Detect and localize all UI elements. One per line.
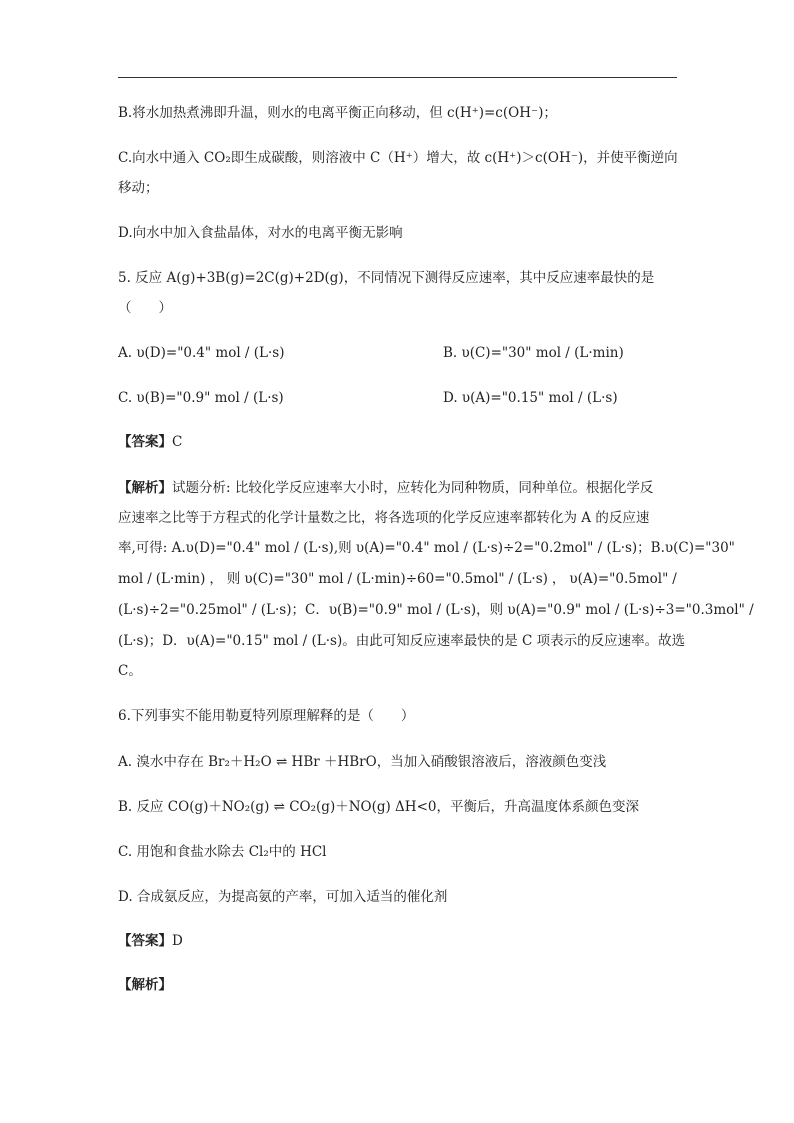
answer-6-value: D [172,933,183,949]
q5-option-a: A. υ(D)="0.4" mol / (L·s) [118,345,285,361]
q5-option-b: B. υ(C)="30" mol / (L·min) [443,345,624,361]
exp4-token: (L·s) [517,571,548,587]
answer-5-value: C [172,434,183,450]
explanation-line-7: C。 [118,663,142,679]
question-5-paren: （ ） [118,300,172,316]
explanation-line-1 [118,478,653,498]
explanation-text-1: 试题分析: 比较化学反应速率大小时，应转化为同种物质，同种单位。根据化学反 [172,480,654,496]
exp4-token: mol [118,571,144,587]
header-rule [118,77,677,78]
option-d-line: D.向水中加入食盐晶体，对水的电离平衡无影响 [118,225,403,241]
exp4-token: υ(A)="0.5mol" [569,571,669,587]
q5-option-d: D. υ(A)="0.15" mol / (L·s) [443,390,618,406]
explanation-line-2: 应速率之比等于方程式的化学计量数之比，将各选项的化学反应速率都转化为 A 的反应速 [118,510,650,526]
exp4-token: ， [551,571,566,587]
explanation-line-3: 率,可得: A.υ(D)="0.4" mol / (L·s),则 υ(A)="0.4" mol / (L·s)÷2="0.2mol" / (L·s)；B.υ(C)="30" [118,540,735,556]
question-6-option-a: A. 溴水中存在 Br₂＋H₂O ⇌ HBr ＋HBrO，当加入硝酸银溶液后，溶液颜色变浅 [118,754,607,770]
question-6-option-c: C. 用饱和食盐水除去 Cl₂中的 HCl [118,844,327,860]
option-c-line-2: 移动； [118,180,159,196]
option-b-line: B.将水加热煮沸即升温，则水的电离平衡正向移动，但 c(H⁺)=c(OH⁻)； [118,105,557,121]
answer-6-label: 【答案】 [118,933,172,949]
exp4-token: / [508,571,514,587]
question-5-options-row-2 [118,388,618,408]
option-c-line-1: C.向水中通入 CO₂即生成碳酸，则溶液中 C（H⁺）增大，故 c(H⁺)＞c(OH⁻)，并使平衡逆向 [118,150,678,166]
question-5-options-row-1 [118,343,624,363]
explanation-6-label: 【解析】 [118,977,172,993]
exp4-token: / [347,571,353,587]
question-6-option-d: D. 合成氨反应，为提高氨的产率，可加入适当的催化剂 [118,889,448,905]
explanation-line-4 [118,569,677,589]
question-6-stem: 6.下列事实不能用勒夏特列原理解释的是（ ） [118,708,415,724]
exp4-token: υ(C)="30" [244,571,315,587]
exp4-token: / [672,571,677,587]
exp4-token: / [147,571,152,587]
explanation-line-5: (L·s)÷2="0.25mol" / (L·s)；C．υ(B)="0.9" mol / (L·s)，则 υ(A)="0.9" mol / (L·s)÷3="0.3mol" / [118,602,754,618]
answer-5-label: 【答案】 [118,434,172,450]
explanation-line-6: (L·s)；D．υ(A)="0.15" mol / (L·s)。由此可知反应速率最快的是 C 项表示的反应速率。故选 [118,633,686,649]
question-6-option-b: B. 反应 CO(g)＋NO₂(g) ⇌ CO₂(g)＋NO(g) ΔH<0，平衡后，升高温度体系颜色变深 [118,799,639,815]
answer-5 [118,432,182,452]
explanation-label: 【解析】 [118,480,172,496]
exp4-token: 则 [226,571,241,587]
exp4-token: ， [209,571,223,587]
exp4-token: mol [318,571,344,587]
exp4-token: (L·min)÷60="0.5mol" [356,571,505,587]
answer-6 [118,931,183,951]
q5-option-c: C. υ(B)="0.9" mol / (L·s) [118,390,284,406]
question-5-stem: 5. 反应 A(g)+3B(g)=2C(g)+2D(g)，不同情况下测得反应速率，其中反应速率最快的是 [118,270,655,286]
exp4-token: (L·min) [155,571,206,587]
